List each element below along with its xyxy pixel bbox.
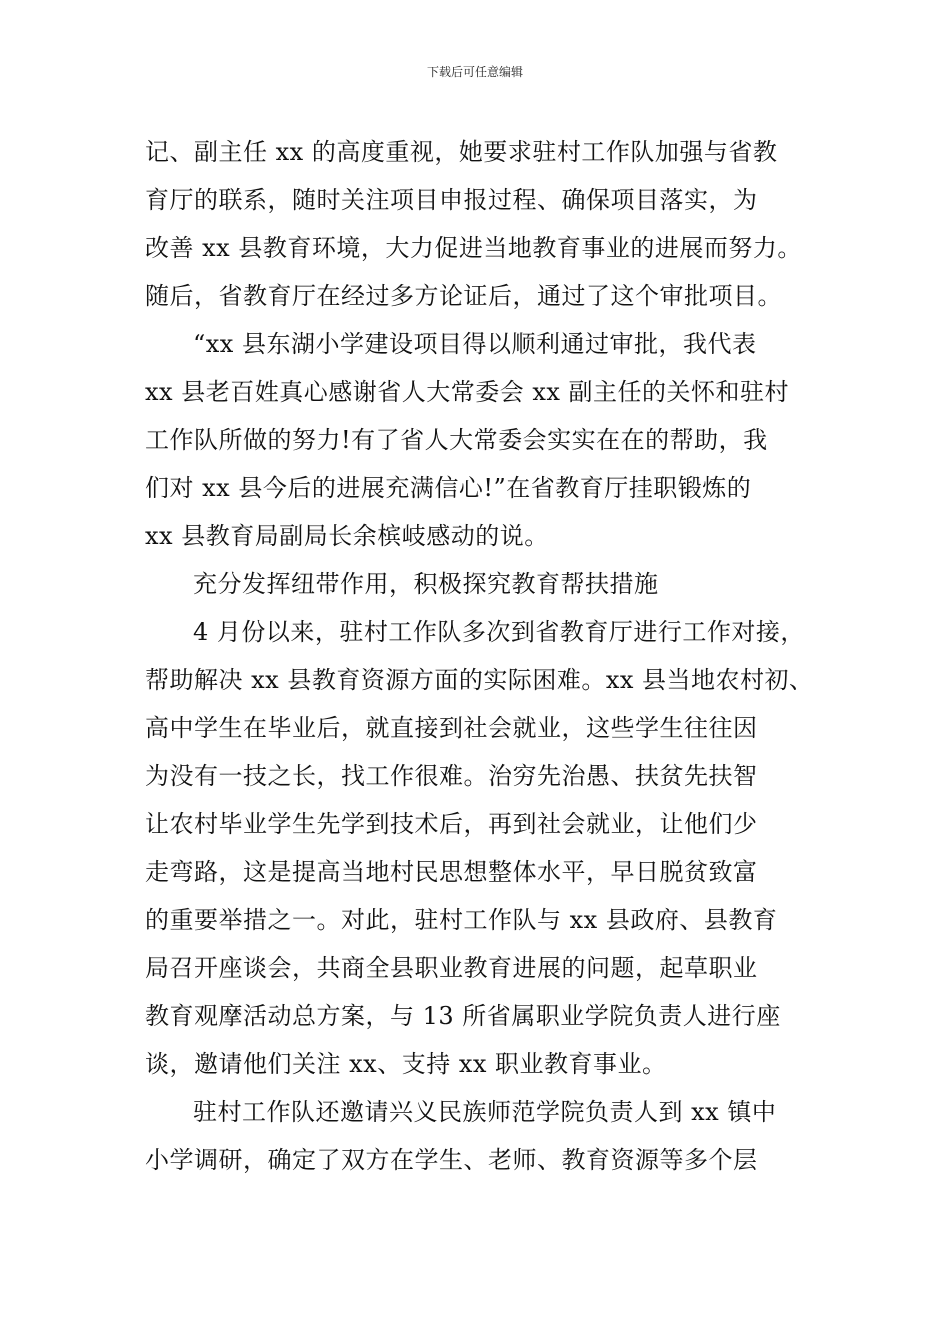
- text-line: xx 县教育局副局长余槟岐感动的说。: [145, 522, 549, 550]
- text-line: 的重要举措之一。对此，驻村工作队与 xx 县政府、县教育: [145, 906, 778, 934]
- text-line: 为没有一技之长，找工作很难。治穷先治愚、扶贫先扶智: [145, 762, 758, 790]
- paragraph-start-line: 4 月份以来，驻村工作队多次到省教育厅进行工作对接，: [193, 618, 805, 646]
- document-body: [145, 128, 835, 1184]
- text-line: 高中学生在毕业后，就直接到社会就业，这些学生往往因: [145, 714, 758, 742]
- text-line: 们对 xx 县今后的进展充满信心!”在省教育厅挂职锻炼的: [145, 474, 752, 502]
- text-line: 教育观摩活动总方案，与 13 所省属职业学院负责人进行座: [145, 1002, 781, 1030]
- text-line: 改善 xx 县教育环境，大力促进当地教育事业的进展而努力。: [145, 234, 802, 262]
- text-line: 走弯路，这是提高当地村民思想整体水平，早日脱贫致富: [145, 858, 758, 886]
- section-heading: 充分发挥纽带作用，积极探究教育帮扶措施: [193, 570, 659, 598]
- text-line: 记、副主任 xx 的高度重视，她要求驻村工作队加强与省教: [145, 138, 778, 166]
- paragraph-start-line: 驻村工作队还邀请兴义民族师范学院负责人到 xx 镇中: [193, 1098, 777, 1126]
- paragraph-start-line: “xx 县东湖小学建设项目得以顺利通过审批，我代表: [193, 330, 757, 358]
- text-line: 帮助解决 xx 县教育资源方面的实际困难。xx 县当地农村初、: [145, 666, 814, 694]
- text-line: 育厅的联系，随时关注项目申报过程、确保项目落实，为: [145, 186, 758, 214]
- text-line: 小学调研，确定了双方在学生、老师、教育资源等多个层: [145, 1146, 758, 1174]
- text-line: 谈，邀请他们关注 xx、支持 xx 职业教育事业。: [145, 1050, 667, 1078]
- text-line: 随后，省教育厅在经过多方论证后，通过了这个审批项目。: [145, 282, 782, 310]
- text-line: 局召开座谈会，共商全县职业教育进展的问题，起草职业: [145, 954, 758, 982]
- text-line: xx 县老百姓真心感谢省人大常委会 xx 副主任的关怀和驻村: [145, 378, 790, 406]
- text-line: 让农村毕业学生先学到技术后，再到社会就业，让他们少: [145, 810, 758, 838]
- page-header: 下载后可任意编辑: [426, 65, 523, 79]
- text-line: 工作队所做的努力!有了省人大常委会实实在在的帮助，我: [145, 426, 768, 454]
